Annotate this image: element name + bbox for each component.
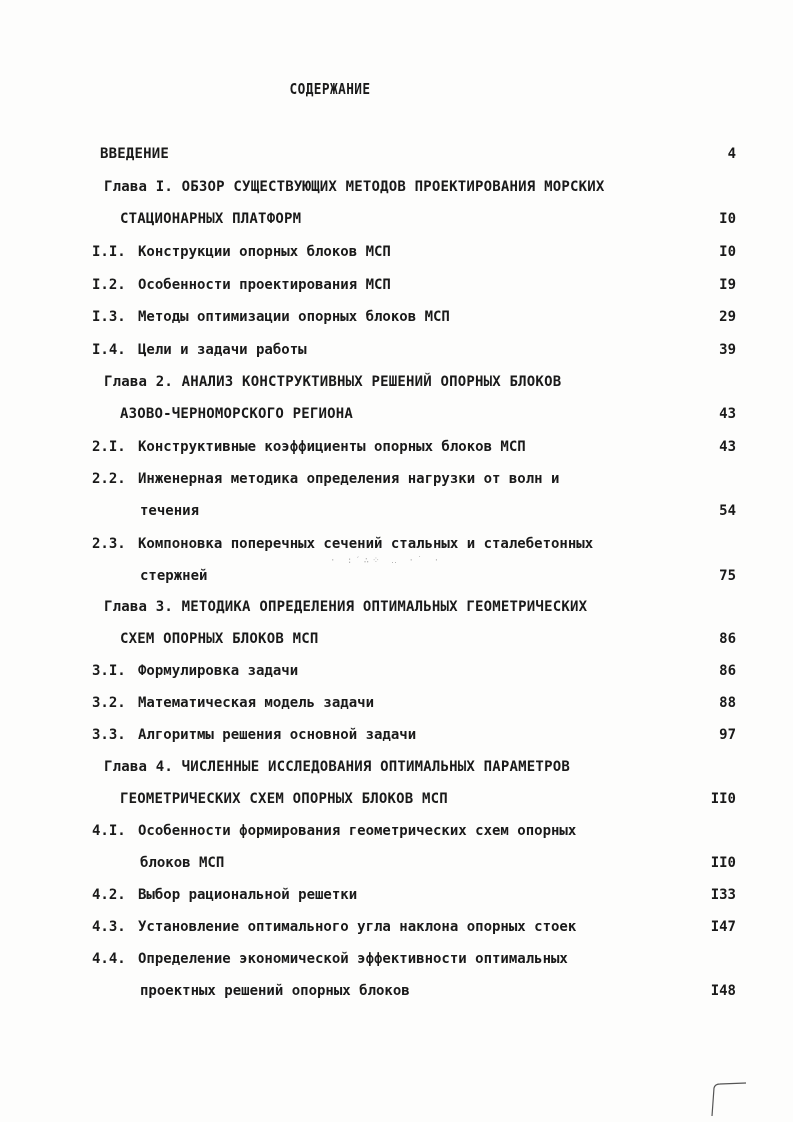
toc-chapter-3-heading-cont: [120, 628, 318, 650]
toc-section-4-2: [92, 884, 357, 906]
toc-chapter-1-heading: [104, 176, 604, 198]
toc-page-number: 43: [719, 406, 736, 422]
toc-section-1-4: [92, 339, 307, 361]
toc-section-3-1: [92, 660, 298, 682]
toc-entry-text: блоков МСП: [140, 855, 225, 871]
toc-section-4-3: [92, 916, 576, 938]
toc-entry-text: Определение экономической эффективности оптимальных: [138, 951, 568, 967]
toc-entry-text: Математическая модель задачи: [138, 695, 375, 711]
toc-entry-text: Конструктивные коэффициенты опорных блоков МСП: [138, 439, 526, 455]
toc-chapter-2-heading: [104, 371, 561, 393]
toc-section-3-3: [92, 724, 416, 746]
toc-section-1-2: [92, 274, 391, 296]
toc-section-1-3: [92, 306, 450, 328]
toc-page-number: 43: [719, 439, 736, 455]
toc-page-number: I9: [719, 277, 736, 293]
toc-entry-text: Алгоритмы решения основной задачи: [138, 727, 417, 743]
toc-entry-text: СХЕМ ОПОРНЫХ БЛОКОВ МСП: [120, 631, 319, 647]
toc-page-number: 54: [719, 503, 736, 519]
toc-page-number: 97: [719, 727, 736, 743]
toc-page-number: 75: [719, 568, 736, 584]
toc-section-number: I.2.: [92, 277, 126, 293]
toc-section-number: I.3.: [92, 309, 126, 325]
toc-section-4-4-cont: [140, 980, 410, 1002]
toc-section-number: I.4.: [92, 342, 126, 358]
toc-page-number: 39: [719, 342, 736, 358]
toc-page-number: 88: [719, 695, 736, 711]
toc-entry-text: Методы оптимизации опорных блоков МСП: [138, 309, 450, 325]
toc-entry-text: Глава 4. ЧИСЛЕННЫЕ ИССЛЕДОВАНИЯ ОПТИМАЛЬНЫХ ПАРАМЕТРОВ: [104, 759, 570, 775]
toc-chapter-2-heading-cont: [120, 403, 353, 425]
toc-chapter-3-heading: [104, 596, 587, 618]
toc-entry-text: Глава I. ОБЗОР СУЩЕСТВУЮЩИХ МЕТОДОВ ПРОЕКТИРОВАНИЯ МОРСКИХ: [104, 179, 605, 195]
toc-entry-text: Глава 2. АНАЛИЗ КОНСТРУКТИВНЫХ РЕШЕНИЙ ОПОРНЫХ БЛОКОВ: [104, 374, 562, 390]
toc-section-2-2-cont: [140, 500, 199, 522]
page-title: СОДЕРЖАНИЕ: [289, 80, 371, 98]
toc-section-number: 4.2.: [92, 887, 126, 903]
page-corner-mark: [708, 1080, 746, 1116]
toc-section-number: 4.4.: [92, 951, 126, 967]
toc-section-number: 2.2.: [92, 471, 126, 487]
toc-entry-text: Компоновка поперечных сечений стальных и сталебетонных: [138, 536, 594, 552]
toc-section-number: 2.3.: [92, 536, 126, 552]
toc-section-4-4: [92, 948, 568, 970]
toc-section-number: I.I.: [92, 244, 126, 260]
toc-page-number: 29: [719, 309, 736, 325]
toc-entry-text: СТАЦИОНАРНЫХ ПЛАТФОРМ: [120, 211, 302, 227]
toc-section-2-3: [92, 533, 593, 555]
toc-entry-text: Выбор рациональной решетки: [138, 887, 358, 903]
print-smudge: · :′∴⁘ ‥ ·˙ ·: [330, 556, 443, 566]
toc-section-number: 4.I.: [92, 823, 126, 839]
toc-section-2-3-cont: [140, 565, 207, 587]
toc-entry-text: проектных решений опорных блоков: [140, 983, 410, 999]
toc-entry-text: Инженерная методика определения нагрузки от волн и: [138, 471, 560, 487]
toc-page-number: 86: [719, 663, 736, 679]
toc-chapter-4-heading: [104, 756, 570, 778]
toc-section-number: 2.I.: [92, 439, 126, 455]
toc-page-number: I48: [710, 983, 736, 999]
toc-page-number: I0: [719, 211, 736, 227]
toc-page-number: II0: [710, 855, 736, 871]
toc-entry-text: ВВЕДЕНИЕ: [100, 146, 170, 162]
toc-entry-text: Особенности формирования геометрических схем опорных: [138, 823, 577, 839]
toc-entry-text: Цели и задачи работы: [138, 342, 307, 358]
toc-page-number: II0: [710, 791, 736, 807]
toc-entry-text: ГЕОМЕТРИЧЕСКИХ СХЕМ ОПОРНЫХ БЛОКОВ МСП: [120, 791, 448, 807]
toc-entry-text: Конструкции опорных блоков МСП: [138, 244, 391, 260]
toc-section-4-1-cont: [140, 852, 224, 874]
toc-page-number: I0: [719, 244, 736, 260]
toc-page-number: I47: [710, 919, 736, 935]
toc-chapter-1-heading-cont: [120, 208, 301, 230]
toc-entry-text: АЗОВО-ЧЕРНОМОРСКОГО РЕГИОНА: [120, 406, 353, 422]
toc-section-1-1: [92, 241, 391, 263]
toc-section-number: 3.3.: [92, 727, 126, 743]
toc-entry-text: Особенности проектирования МСП: [138, 277, 391, 293]
toc-section-number: 3.2.: [92, 695, 126, 711]
toc-section-2-2: [92, 468, 559, 490]
toc-section-4-1: [92, 820, 576, 842]
toc-page-number: 4: [727, 146, 736, 162]
toc-section-number: 3.I.: [92, 663, 126, 679]
toc-entry-text: стержней: [140, 568, 208, 584]
toc-section-2-1: [92, 436, 526, 458]
toc-section-3-2: [92, 692, 374, 714]
toc-section-number: 4.3.: [92, 919, 126, 935]
toc-page-number: 86: [719, 631, 736, 647]
toc-entry-text: Формулировка задачи: [138, 663, 299, 679]
toc-entry-introduction: [100, 143, 169, 165]
toc-chapter-4-heading-cont: [120, 788, 448, 810]
toc-entry-text: Установление оптимального угла наклона опорных стоек: [138, 919, 577, 935]
toc-entry-text: Глава 3. МЕТОДИКА ОПРЕДЕЛЕНИЯ ОПТИМАЛЬНЫХ ГЕОМЕТРИЧЕСКИХ: [104, 599, 588, 615]
toc-page-number: I33: [710, 887, 736, 903]
toc-entry-text: течения: [140, 503, 200, 519]
